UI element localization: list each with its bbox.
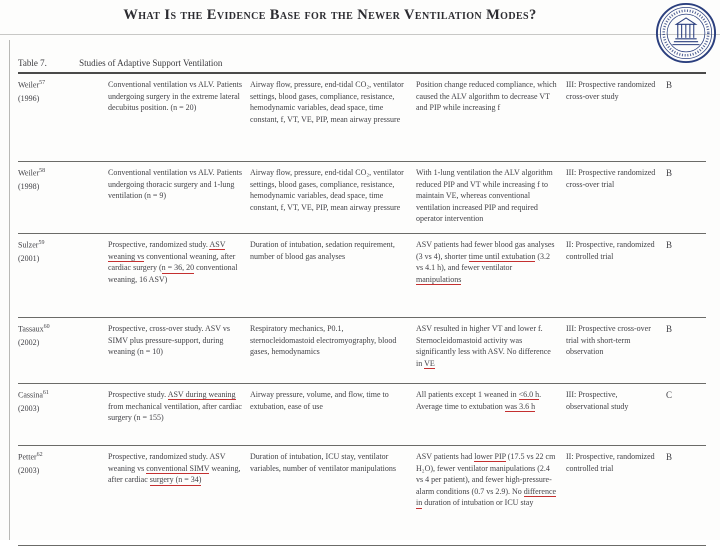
red-underline-annotation: <6.0 h [518, 389, 540, 399]
findings-cell: Position change reduced compliance, which caused the ALV algorithm to decrease VT and PIP while increasing f [416, 80, 557, 113]
evidence-level-cell: III: Prospective cross-over trial with short-term observation [566, 323, 651, 357]
study-cell [18, 239, 100, 309]
red-underline-annotation: ASV weaning vs [108, 239, 226, 261]
table-row [18, 384, 706, 446]
page-left-rule [9, 40, 10, 540]
red-underline-annotation: lower PIP [474, 451, 506, 461]
university-seal-icon [655, 2, 717, 64]
table-row [18, 74, 706, 162]
findings-cell: ASV patients had fewer blood gas analyses (3 vs 4), shorter time until extubation (3.2 vs 4.1 h), and fewer ventilator manipulations [416, 239, 555, 284]
red-underline-annotation: VE [424, 358, 435, 368]
measurements-cell: Duration of intubation, ICU stay, ventilator variables, number of ventilator manipulations [250, 451, 396, 473]
study-author: Weiler [18, 168, 40, 178]
page-title: What Is the Evidence Base for the Newer Ventilation Modes? [123, 7, 537, 23]
study-author: Cassina [18, 390, 43, 400]
red-underline-annotation: was 3.6 h [504, 401, 536, 411]
study-year: (1996) [18, 94, 40, 104]
study-author: Weiler [18, 80, 40, 90]
table-caption [18, 58, 706, 72]
table-row [18, 446, 706, 546]
evidence-level-cell: II: Prospective, randomized controlled trial [566, 239, 655, 261]
design-cell: Conventional ventilation vs ALV. Patients undergoing thoracic surgery and 1-lung ventilation (n = 9) [108, 168, 242, 201]
red-underline-annotation: conventional SIMV [146, 463, 210, 473]
design-cell: Prospective, randomized study. ASV weaning vs conventional weaning, after cardiac surgery (n = 36, 20 conventional weaning, 16 ASV) [108, 239, 238, 284]
findings-cell: ASV patients had lower PIP (17.5 vs 22 cm H₂O), fewer ventilator manipulations (2.4 vs 4 per patient), and fewer high-pressure-alarm conditions (0.7 vs 2.9). No difference in duration of intubation or ICU stay [416, 451, 557, 508]
study-reference-number: 57 [39, 80, 46, 86]
red-underline-annotation: time until extubation [468, 251, 536, 261]
study-reference-number: 60 [43, 323, 50, 330]
table-row [18, 234, 706, 318]
study-reference-number: 58 [39, 168, 46, 174]
measurements-cell: Airway flow, pressure, end-tidal CO₂, ventilator settings, blood gases, compliance, resistance, hemodynamic variables, dead space, time constant, f, VT, VE, PIP, mean airway pressure [250, 168, 404, 212]
study-year: (2003) [18, 404, 40, 414]
measurements-cell: Airway pressure, volume, and flow, time to extubation, ease of use [250, 389, 389, 411]
measurements-cell: Airway flow, pressure, end-tidal CO₂, ventilator settings, blood gases, compliance, resistance, hemodynamic variables, dead space, time constant, f, VT, VE, PIP, mean airway pressure [250, 80, 404, 124]
design-cell: Prospective, randomized study. ASV weaning vs conventional SIMV weaning, after cardiac surgery (n = 34) [108, 451, 241, 485]
study-cell [18, 79, 100, 153]
measurements-cell: Duration of intubation, sedation requirement, number of blood gas analyses [250, 239, 395, 261]
red-underline-annotation: ASV during weaning [167, 389, 236, 399]
red-underline-annotation: difference in [416, 486, 557, 508]
study-reference-number: 62 [36, 451, 43, 458]
table-7 [18, 58, 706, 546]
grade-cell: B [666, 323, 673, 334]
table-row [18, 318, 706, 384]
measurements-cell: Respiratory mechanics, P0.1, sternocleidomastoid electromyography, blood gases, hemodynamics [250, 323, 397, 357]
table-caption-label: Table 7. [18, 58, 47, 68]
evidence-level-cell: III: Prospective randomized cross-over study [566, 80, 656, 101]
grade-cell: C [666, 389, 673, 400]
findings-cell: All patients except 1 weaned in <6.0 h. Average time to extubation was 3.6 h [416, 389, 542, 411]
study-author: Tassaux [18, 324, 44, 334]
evidence-level-cell: III: Prospective randomized cross-over trial [566, 168, 656, 189]
design-cell: Prospective, cross-over study. ASV vs SIMV plus pressure-support, during weaning (n = 10) [108, 323, 230, 357]
study-year: (2001) [18, 254, 40, 264]
table-body [18, 74, 706, 546]
evidence-level-cell: III: Prospective, observational study [566, 389, 629, 411]
grade-cell: B [666, 451, 673, 462]
study-cell [18, 167, 100, 225]
study-cell [18, 389, 100, 437]
page-top-rule [0, 34, 720, 35]
findings-cell: With 1-lung ventilation the ALV algorithm reduced PIP and VT while increasing f to maintain VE, whereas conventional ventilation increased PIP and required operator intervention [416, 168, 553, 224]
design-cell: Prospective study. ASV during weaning from mechanical ventilation, after cardiac surgery (n = 155) [108, 389, 242, 423]
study-year: (2003) [18, 466, 40, 476]
study-author: Sulzer [18, 240, 39, 250]
table-caption-title: Studies of Adaptive Support Ventilation [79, 58, 223, 68]
evidence-level-cell: II: Prospective, randomized controlled trial [566, 451, 655, 473]
grade-cell: B [666, 168, 673, 178]
study-author: Petter [18, 452, 37, 462]
red-underline-annotation: manipulations [416, 274, 462, 284]
red-underline-annotation: surgery (n = 34) [149, 475, 202, 485]
study-cell [18, 323, 100, 375]
study-reference-number: 59 [38, 239, 45, 246]
findings-cell: ASV resulted in higher VT and lower f. Sternocleidomastoid activity was significantly less with ASV. No difference in VE [416, 323, 551, 368]
grade-cell: B [666, 239, 673, 250]
grade-cell: B [666, 80, 673, 90]
red-underline-annotation: n = 36, 20 [161, 263, 195, 273]
design-cell: Conventional ventilation vs ALV. Patients undergoing surgery in the extreme lateral decubitus position. (n = 20) [108, 80, 242, 113]
study-reference-number: 61 [42, 389, 49, 396]
study-year: (1998) [18, 182, 40, 192]
study-cell [18, 451, 100, 537]
table-row [18, 162, 706, 234]
study-year: (2002) [18, 338, 40, 348]
